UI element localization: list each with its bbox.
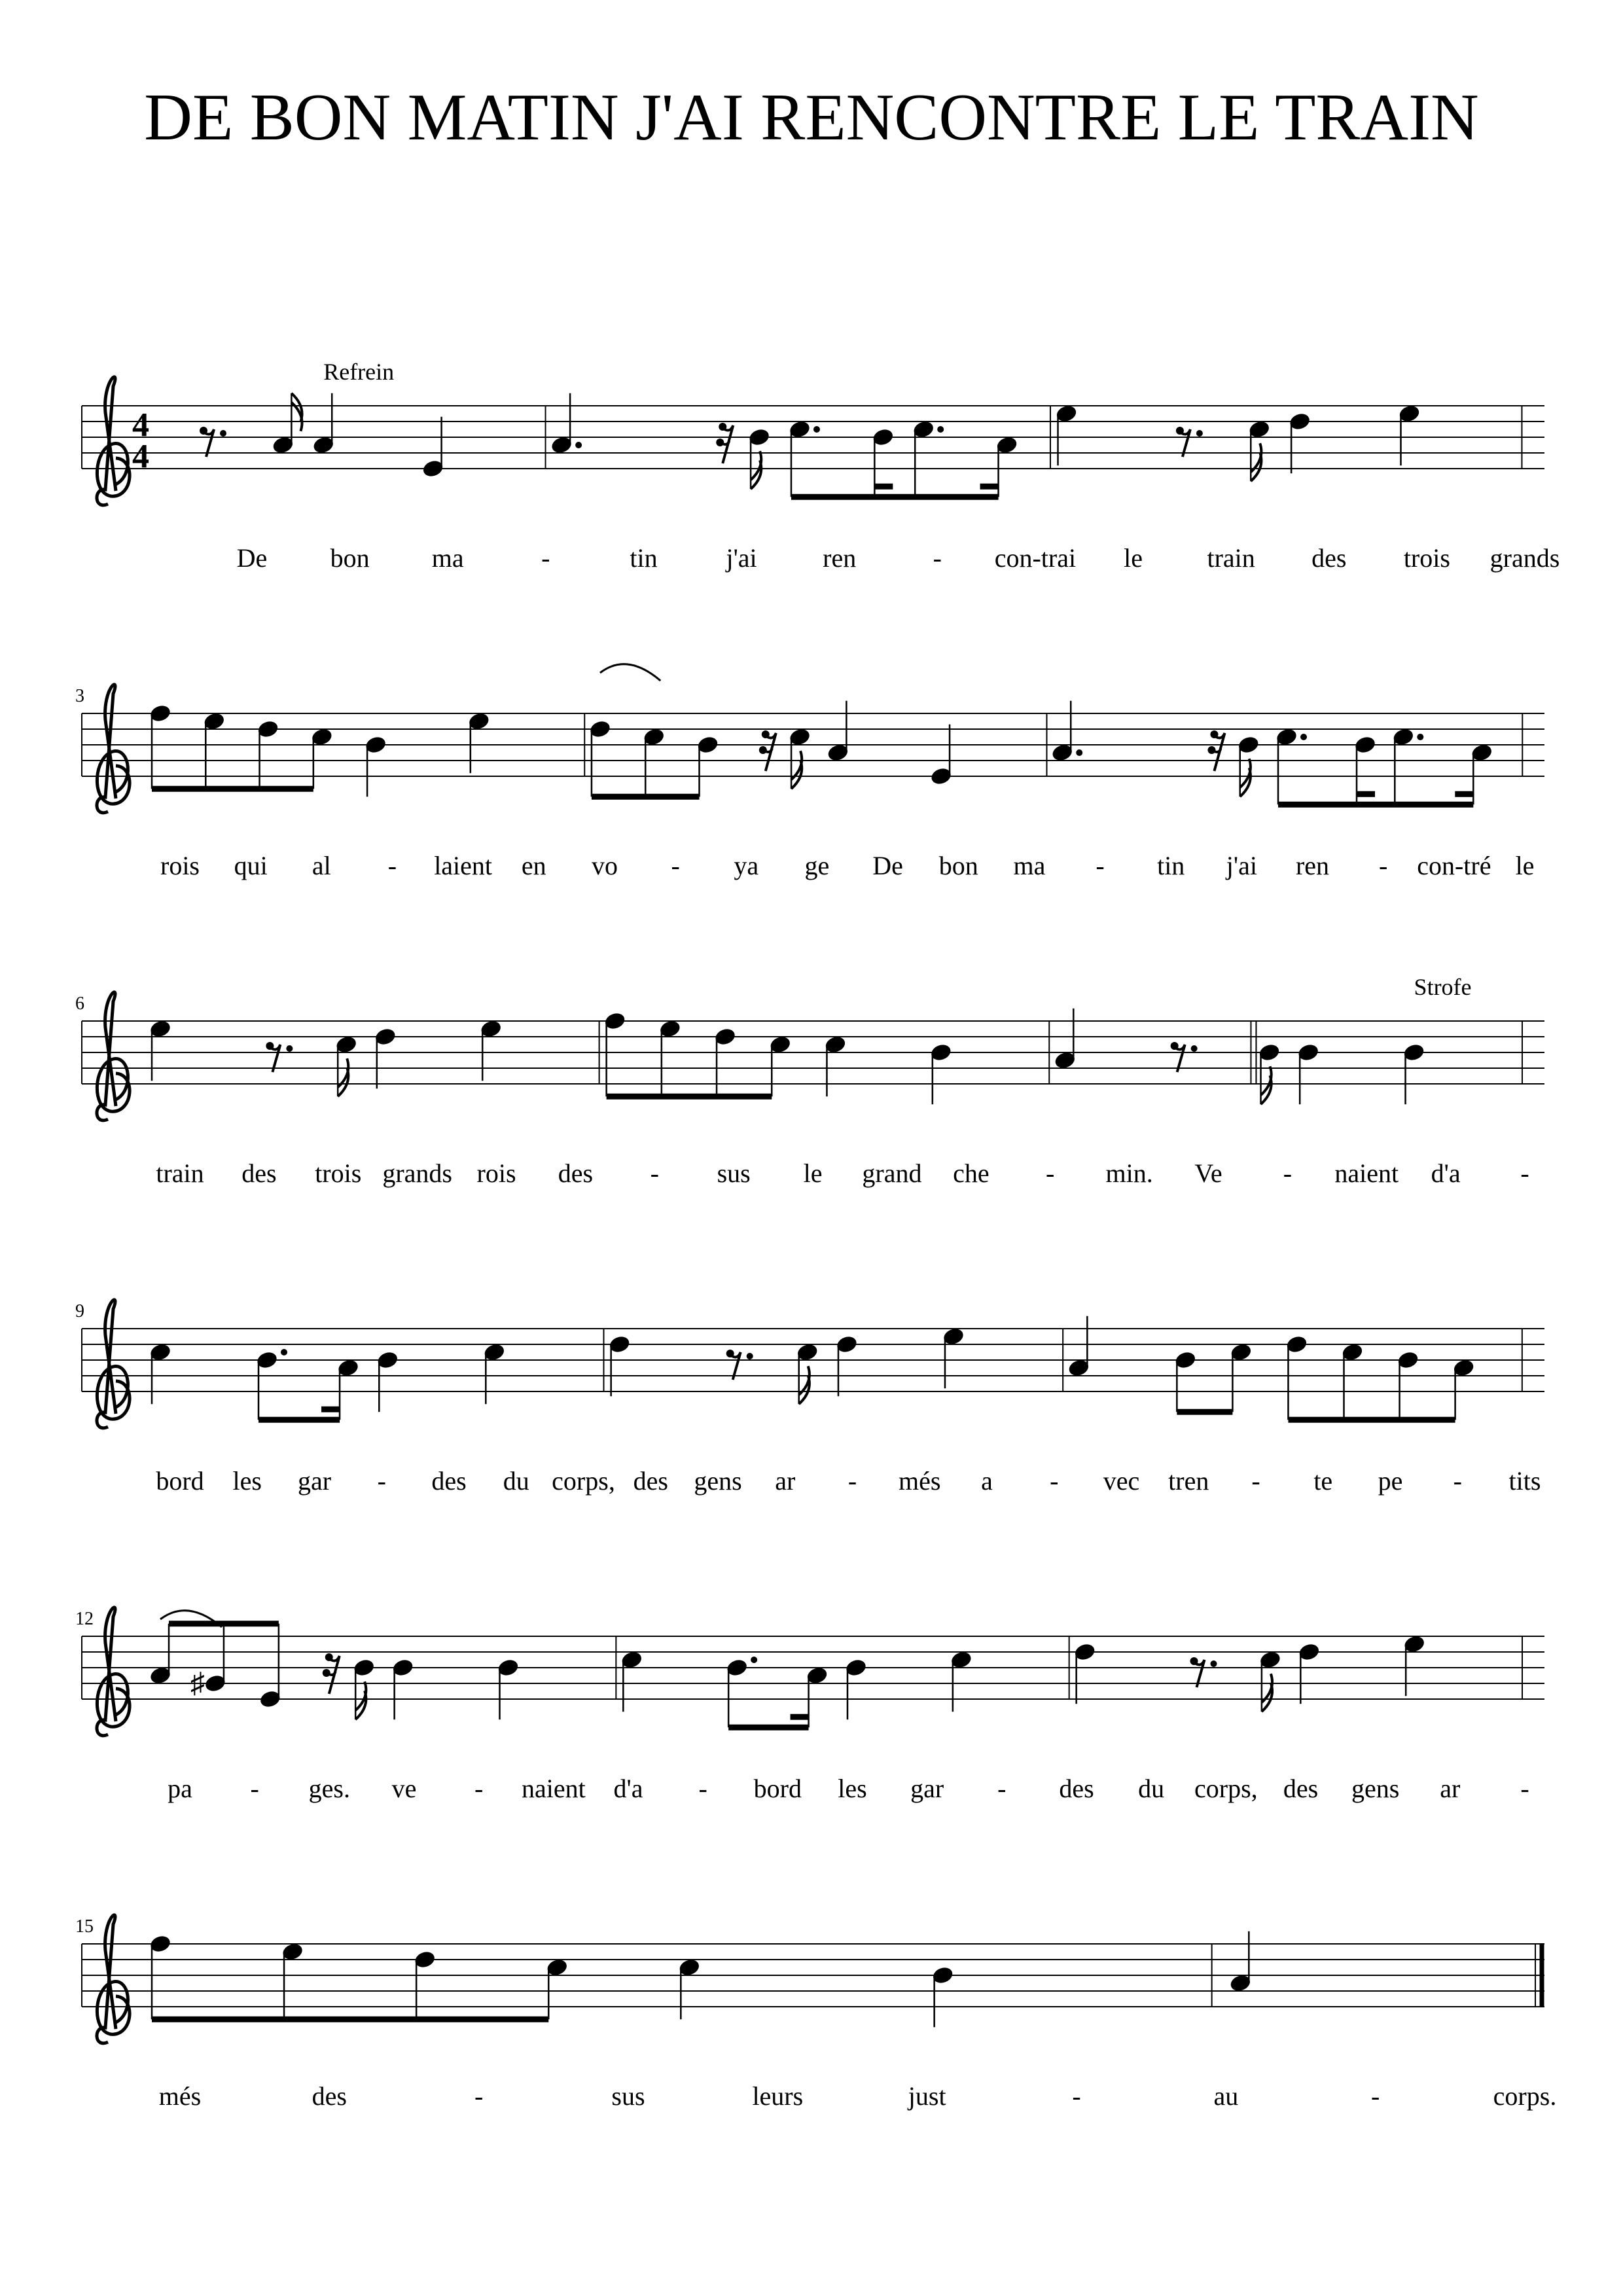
lyric-syllable: al [312, 851, 331, 880]
lyric-syllable: bord [156, 1466, 204, 1496]
lyric-syllable: des [633, 1466, 668, 1496]
note-head [697, 736, 719, 754]
note-head [149, 704, 171, 723]
note-head [204, 1674, 226, 1693]
lyric-syllable: train [1207, 543, 1255, 573]
lyric-syllable: - [698, 1774, 707, 1803]
lyric-syllable: ges. [308, 1774, 350, 1803]
note-head [930, 1043, 952, 1062]
section-annotation: Refrein [323, 359, 395, 385]
rest-dot [747, 1353, 753, 1359]
lyric-syllable: corps, [552, 1466, 615, 1496]
note-head [422, 459, 444, 478]
rest-flag [719, 423, 726, 431]
lyric-syllable: des [1311, 543, 1347, 573]
note-head [659, 1020, 681, 1038]
lyric-syllable: naient [1334, 1158, 1399, 1188]
note-head [1230, 1974, 1251, 1992]
note-head [374, 1028, 396, 1046]
lyric-syllable: leurs [752, 2081, 804, 2111]
lyric-syllable: ma [431, 543, 464, 573]
note-head [468, 712, 490, 730]
note-head [1298, 1043, 1319, 1062]
lyric-syllable: con-trai [994, 543, 1077, 573]
lyric-syllable: - [1251, 1466, 1260, 1496]
augmentation-dot [281, 1349, 287, 1355]
lyric-syllable: vo [591, 851, 618, 880]
note-head [259, 1690, 281, 1708]
note-head [1175, 1351, 1196, 1369]
rest-flag [325, 1653, 333, 1661]
lyric-syllable: en [521, 851, 546, 880]
rest-flag [266, 1042, 274, 1050]
sharp-accidental: ♯ [190, 1667, 205, 1699]
lyric-syllable: te [1313, 1466, 1333, 1496]
note-head [1259, 1651, 1281, 1669]
note-head [1054, 1051, 1076, 1069]
staff-system [75, 1300, 1544, 1496]
rest-dot [220, 430, 226, 437]
lyric-syllable: bord [753, 1774, 802, 1803]
note-head [749, 428, 770, 446]
lyric-syllable: des [1283, 1774, 1319, 1803]
rest-flag [716, 439, 724, 446]
note-head [272, 436, 294, 454]
note-head [932, 1966, 954, 1984]
lyric-syllable: - [671, 851, 680, 880]
score-title: DE BON MATIN J'AI RENCONTRE LE TRAIN [144, 81, 1479, 154]
lyric-syllable: gar [297, 1466, 332, 1496]
lyric-syllable: le [1515, 851, 1535, 880]
note-head [1286, 1335, 1308, 1354]
rest-dot [1211, 1660, 1217, 1667]
lyric-syllable: vec [1103, 1466, 1140, 1496]
lyric-syllable: des [1059, 1774, 1094, 1803]
lyric-syllable: du [1138, 1774, 1165, 1803]
lyric-syllable: trois [1403, 543, 1450, 573]
lyric-syllable: train [156, 1158, 204, 1188]
note-head [256, 1351, 277, 1369]
note-head [497, 1659, 519, 1677]
lyric-syllable: le [803, 1158, 823, 1188]
lyric-syllable: rois [160, 851, 200, 880]
lyric-syllable: min. [1105, 1158, 1153, 1188]
note-head [996, 436, 1018, 454]
augmentation-dot [1300, 734, 1307, 740]
lyric-syllable: bon [938, 851, 978, 880]
time-signature-denominator: 4 [132, 438, 149, 475]
note-head [950, 1651, 972, 1669]
note-head [480, 1020, 502, 1038]
note-head [827, 744, 849, 762]
note-head [930, 767, 952, 785]
lyric-syllable: ren [1295, 851, 1330, 880]
time-signature-numerator: 4 [132, 406, 149, 444]
note-head [149, 1935, 171, 1953]
note-head [149, 1020, 171, 1038]
rest-dot [1196, 430, 1203, 437]
note-head [377, 1351, 399, 1369]
lyric-syllable: - [1379, 851, 1388, 880]
rest-flag [759, 746, 767, 754]
note-head [604, 1012, 626, 1030]
note-head [1397, 1351, 1419, 1369]
lyric-syllable: pa [168, 1774, 192, 1803]
lyric-syllable: ma [1013, 851, 1046, 880]
note-head [1056, 404, 1077, 423]
note-head [204, 712, 225, 730]
note-head [1342, 1343, 1363, 1361]
measure-number: 15 [75, 1916, 94, 1937]
note-head [643, 728, 665, 746]
slur [600, 664, 660, 681]
lyric-syllable: - [1453, 1466, 1462, 1496]
lyric-syllable: gens [1351, 1774, 1400, 1803]
lyric-syllable: les [838, 1774, 867, 1803]
lyric-syllable: des [431, 1466, 467, 1496]
note-head [1230, 1343, 1252, 1361]
note-head [609, 1335, 630, 1354]
lyric-syllable: grand [862, 1158, 922, 1188]
note-head [1258, 1043, 1280, 1062]
lyric-syllable: més [899, 1466, 941, 1496]
note-head [1052, 744, 1073, 762]
note-head [770, 1035, 791, 1054]
lyric-syllable: sus [611, 2081, 645, 2111]
lyric-syllable: du [503, 1466, 529, 1496]
lyric-syllable: grands [382, 1158, 452, 1188]
lyric-syllable: rois [476, 1158, 516, 1188]
note-head [789, 420, 810, 439]
lyric-syllable: - [1371, 2081, 1380, 2111]
lyric-syllable: sus [717, 1158, 751, 1188]
lyric-syllable: bon [330, 543, 370, 573]
rest-flag [1176, 427, 1184, 435]
lyric-syllable: ge [804, 851, 830, 880]
note-head [365, 736, 387, 754]
lyric-syllable: pe [1378, 1466, 1403, 1496]
note-head [353, 1659, 375, 1677]
note-head [1453, 1359, 1474, 1377]
lyric-syllable: au [1213, 2081, 1239, 2111]
measure-number: 3 [75, 686, 84, 706]
lyric-syllable: corps. [1493, 2081, 1557, 2111]
staff-system [75, 664, 1544, 880]
augmentation-dot [813, 426, 820, 433]
lyric-syllable: De [872, 851, 903, 880]
note-head [311, 728, 332, 746]
lyric-syllable: ve [391, 1774, 417, 1803]
note-head [392, 1659, 414, 1677]
note-head [149, 1343, 171, 1361]
note-head [1471, 744, 1493, 762]
note-head [913, 420, 935, 439]
note-head [589, 720, 611, 738]
measure-number: 12 [75, 1609, 94, 1629]
lyric-syllable: - [997, 1774, 1007, 1803]
lyric-syllable: ar [775, 1466, 796, 1496]
lyric-syllable: che [953, 1158, 990, 1188]
note-head [149, 1666, 171, 1685]
lyric-syllable: des [241, 1158, 277, 1188]
lyric-syllable: des [312, 2081, 347, 2111]
lyric-syllable: j'ai [1226, 851, 1257, 880]
note-head [484, 1343, 505, 1361]
rest-flag [762, 730, 770, 738]
augmentation-dot [751, 1657, 757, 1663]
note-head [806, 1666, 828, 1685]
lyric-syllable: j'ai [726, 543, 757, 573]
note-head [546, 1958, 568, 1977]
augmentation-dot [937, 426, 944, 433]
lyric-syllable: - [847, 1466, 857, 1496]
augmentation-dot [575, 442, 582, 448]
lyric-syllable: qui [234, 851, 268, 880]
rest-flag [726, 1350, 734, 1357]
rest-flag [1190, 1657, 1198, 1665]
note-head [789, 728, 811, 746]
lyric-syllable: ya [734, 851, 759, 880]
lyric-syllable: més [158, 2081, 202, 2111]
lyric-syllable: - [1283, 1158, 1293, 1188]
note-head [1238, 736, 1259, 754]
lyric-syllable: con-tré [1417, 851, 1491, 880]
rest-flag [200, 427, 207, 435]
lyric-syllable: - [1046, 1158, 1055, 1188]
augmentation-dot [1076, 749, 1082, 756]
lyric-syllable: tits [1508, 1466, 1541, 1496]
note-head [796, 1343, 818, 1361]
note-head [1404, 1635, 1425, 1653]
note-head [726, 1659, 748, 1677]
lyric-syllable: just [908, 2081, 946, 2111]
lyric-syllable: - [933, 543, 942, 573]
note-head [825, 1035, 846, 1054]
section-annotation: Strofe [1414, 974, 1472, 1000]
note-head [836, 1335, 857, 1354]
lyric-syllable: corps, [1194, 1774, 1258, 1803]
lyric-syllable: - [474, 2081, 484, 2111]
note-head [337, 1359, 359, 1377]
lyric-syllable: - [387, 851, 397, 880]
staff-system [75, 1915, 1556, 2111]
note-head [872, 428, 894, 446]
lyric-syllable: des [558, 1158, 594, 1188]
note-head [313, 436, 334, 454]
note-head [1074, 1643, 1096, 1661]
lyric-syllable: - [541, 543, 550, 573]
note-head [336, 1035, 357, 1054]
lyric-syllable: Ve [1194, 1158, 1222, 1188]
lyric-syllable: - [250, 1774, 259, 1803]
lyric-syllable: les [232, 1466, 262, 1496]
note-head [1399, 404, 1420, 423]
rest-dot [286, 1045, 293, 1052]
note-head [1354, 736, 1376, 754]
lyric-syllable: - [1520, 1158, 1529, 1188]
note-head [1393, 728, 1414, 746]
staff-system [75, 1607, 1544, 1803]
lyric-syllable: trois [315, 1158, 362, 1188]
rest-flag [1210, 730, 1218, 738]
lyric-syllable: ren [823, 543, 857, 573]
note-head [1298, 1643, 1320, 1661]
note-head [679, 1958, 700, 1977]
lyric-syllable: d'a [613, 1774, 643, 1803]
augmentation-dot [1417, 734, 1423, 740]
note-head [1249, 420, 1270, 439]
rest-flag [323, 1669, 330, 1677]
lyric-syllable: tren [1168, 1466, 1209, 1496]
lyric-syllable: le [1124, 543, 1143, 573]
note-head [1068, 1359, 1090, 1377]
note-head [621, 1651, 643, 1669]
lyric-syllable: gens [694, 1466, 742, 1496]
note-head [1275, 728, 1297, 746]
note-head [1403, 1043, 1425, 1062]
staff-system [82, 359, 1560, 573]
measure-number: 6 [75, 994, 84, 1014]
lyric-syllable: tin [630, 543, 658, 573]
lyric-syllable: naient [521, 1774, 586, 1803]
note-head [1289, 412, 1311, 431]
lyric-syllable: - [1072, 2081, 1081, 2111]
rest-dot [1191, 1045, 1198, 1052]
note-head [551, 436, 573, 454]
staff-system [75, 974, 1544, 1188]
lyric-syllable: - [1050, 1466, 1059, 1496]
lyric-syllable: - [1096, 851, 1105, 880]
lyric-syllable: - [650, 1158, 659, 1188]
note-head [942, 1327, 964, 1346]
note-head [714, 1028, 736, 1046]
lyric-syllable: laient [434, 851, 493, 880]
lyric-syllable: - [474, 1774, 484, 1803]
lyric-syllable: a [981, 1466, 993, 1496]
lyric-syllable: grands [1489, 543, 1560, 573]
measure-number: 9 [75, 1301, 84, 1321]
lyric-syllable: d'a [1431, 1158, 1461, 1188]
rest-flag [1207, 746, 1215, 754]
lyric-syllable: - [1520, 1774, 1529, 1803]
lyric-syllable: De [236, 543, 268, 573]
rest-flag [1171, 1042, 1179, 1050]
lyric-syllable: tin [1157, 851, 1185, 880]
lyric-syllable: ar [1440, 1774, 1461, 1803]
note-head [414, 1950, 436, 1969]
note-head [282, 1943, 304, 1961]
note-head [845, 1659, 866, 1677]
note-head [257, 720, 279, 738]
lyric-syllable: gar [910, 1774, 944, 1803]
lyric-syllable: - [377, 1466, 386, 1496]
